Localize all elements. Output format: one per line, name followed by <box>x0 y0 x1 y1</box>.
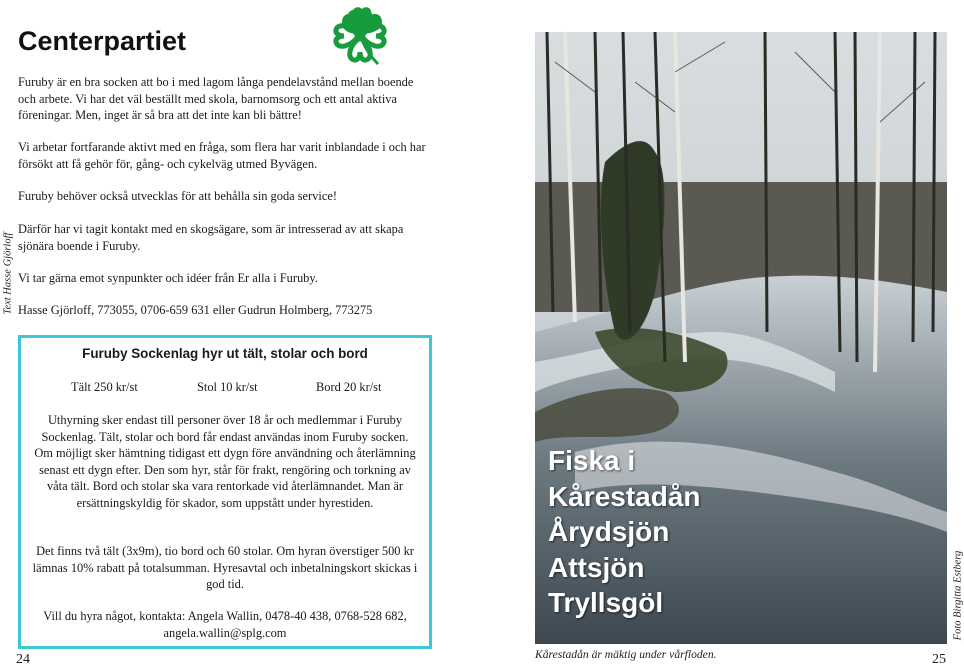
overlay-line: Fiska i <box>548 445 636 476</box>
feedback-paragraph: Vi tar gärna emot synpunkter och idéer från Er alla i Furuby. <box>18 271 318 285</box>
page-number-left: 24 <box>16 652 30 667</box>
rental-contact: Vill du hyra något, kontakta: Angela Wallin, 0478-40 438, 0768-528 682, angela.wallin@splg.com <box>43 609 407 640</box>
photo-caption: Kårestadån är mäktig under vårfloden. <box>535 648 717 661</box>
rental-box-title: Furuby Sockenlag hyr ut tält, stolar och bord <box>82 346 368 361</box>
overlay-line: Attsjön <box>548 551 645 583</box>
overlay-line: Kårestadån <box>548 480 701 512</box>
contact-paragraph: Hasse Gjörloff, 773055, 0706-659 631 eller Gudrun Holmberg, 773275 <box>18 303 373 317</box>
photo-credit: Foto Birgitta Estberg <box>952 550 964 641</box>
price-tent: Tält 250 kr/st <box>71 380 138 394</box>
price-table: Bord 20 kr/st <box>316 380 382 394</box>
intro-paragraph: Furuby är en bra socken att bo i med lagom långa pendelavstånd mellan boende och arbete. Vi har det väl beställt med skola, barnomsorg och ett antal aktiva föreningar. Men, inget är så bra att det inte kan bli bättre! <box>18 75 414 123</box>
text-credit: Text Hasse Gjörloff <box>2 232 14 315</box>
cycleway-paragraph: Vi arbetar fortfarande aktivt med en fråga, som flera har varit inblandade i och har försökt att få gehör för, gång- och cykelväg utmed Byvägen. <box>18 140 426 171</box>
fishing-overlay <box>548 443 701 621</box>
page-heading: Centerpartiet <box>18 26 187 56</box>
rental-box <box>18 335 432 649</box>
page-number-right: 25 <box>932 652 946 667</box>
overlay-line: Årydsjön <box>548 516 670 547</box>
housing-paragraph: Därför har vi tagit kontakt med en skogsägare, som är intresserad av att skapa sjönära boende i Furuby. <box>18 222 404 253</box>
service-paragraph: Furuby behöver också utvecklas för att behålla sin goda service! <box>18 189 337 203</box>
price-chair: Stol 10 kr/st <box>197 380 258 394</box>
four-leaf-clover-icon <box>328 4 392 68</box>
rental-inventory: Det finns två tält (3x9m), tio bord och 60 stolar. Om hyran överstiger 500 kr lämnas 10% rabatt på totalsumman. Hyresavtal och inbetalningskort skickas i god tid. <box>32 544 418 591</box>
overlay-line: Tryllsgöl <box>548 587 664 618</box>
rental-rules: Uthyrning sker endast till personer över 18 år och medlemmar i Furuby Sockenlag. Tält, stolar och bord får endast användas inom Furuby socken. Om möjligt sker hämtning tidigast ett dygn före användning och återlämning senast ett dygn efter. Den som hyr, står för frakt, rengöring och torkning av våta tält. Bord och stolar ska vara rentorkade vid återlämnandet. Man är ersättningskyldig för skador, som uppstått under hyrestiden. <box>34 413 416 510</box>
